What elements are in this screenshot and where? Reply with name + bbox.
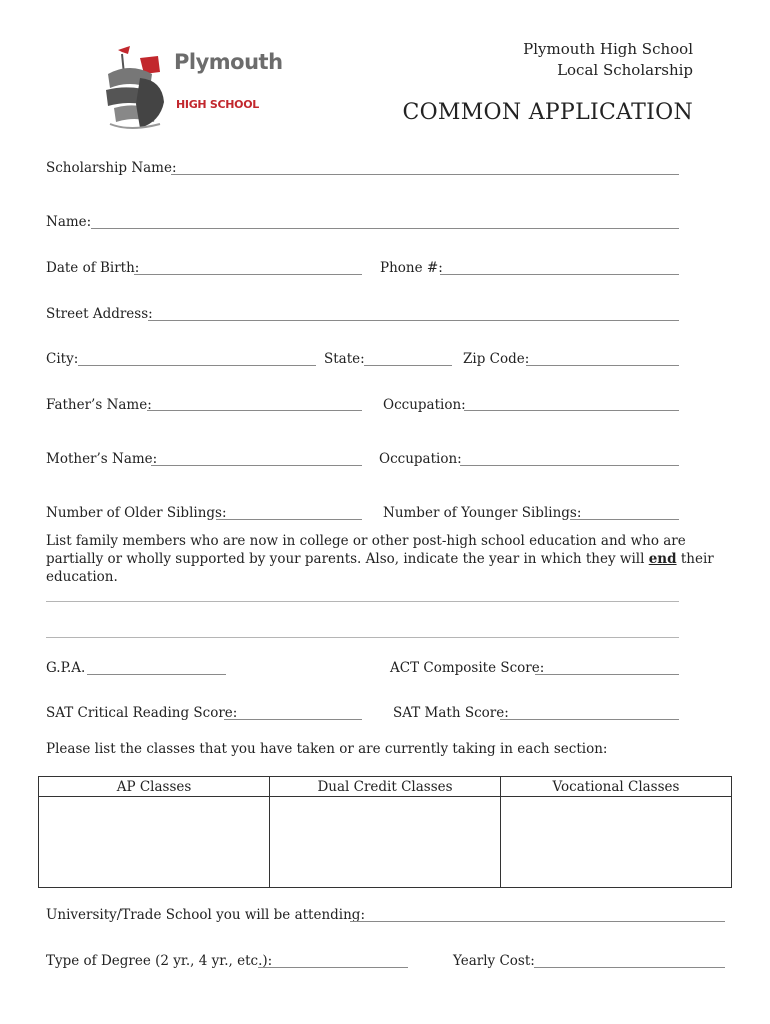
gpa-label: G.P.A. [46, 660, 86, 676]
ap-classes-cell[interactable] [39, 797, 270, 888]
university-field[interactable] [350, 921, 725, 922]
university-label: University/Trade School you will be attending: [46, 907, 365, 923]
mother-occupation-label: Occupation: [379, 451, 462, 467]
page-title: COMMON APPLICATION [402, 100, 693, 125]
emphasis-end: end [648, 551, 677, 567]
mother-name-field[interactable] [151, 465, 362, 466]
yearly-cost-field[interactable] [534, 967, 725, 968]
name-field[interactable] [91, 228, 679, 229]
dual-credit-cell[interactable] [270, 797, 501, 888]
father-name-field[interactable] [147, 410, 362, 411]
family-instructions [46, 532, 736, 586]
act-label: ACT Composite Score: [390, 660, 545, 676]
phone-label: Phone #: [380, 260, 443, 276]
classes-prompt: Please list the classes that you have taken or are currently taking in each section: [46, 741, 608, 757]
state-label: State: [324, 351, 365, 367]
classes-table [38, 776, 732, 888]
zip-field[interactable] [526, 365, 679, 366]
ap-classes-header: AP Classes [39, 777, 270, 797]
city-label: City: [46, 351, 79, 367]
family-instructions-text: List family members who are now in college or other post-high school education and who are partially or wholly supported by your parents. Also, indicate the year in which they will [46, 533, 686, 567]
younger-siblings-field[interactable] [570, 519, 679, 520]
sat-reading-label: SAT Critical Reading Score: [46, 705, 238, 721]
sat-reading-field[interactable] [224, 719, 362, 720]
dob-field[interactable] [134, 274, 362, 275]
street-label: Street Address: [46, 306, 153, 322]
family-line-1[interactable] [46, 601, 679, 602]
family-line-2[interactable] [46, 637, 679, 638]
older-siblings-label: Number of Older Siblings: [46, 505, 227, 521]
state-field[interactable] [364, 365, 452, 366]
mother-occupation-field[interactable] [460, 465, 679, 466]
logo-wordmark: Plymouth [174, 50, 283, 74]
father-occupation-field[interactable] [464, 410, 679, 411]
sat-math-field[interactable] [500, 719, 679, 720]
street-field[interactable] [148, 320, 679, 321]
school-logo [100, 44, 283, 134]
older-siblings-field[interactable] [216, 519, 362, 520]
vocational-cell[interactable] [501, 797, 732, 888]
school-name: Plymouth High School [523, 40, 693, 58]
younger-siblings-label: Number of Younger Siblings: [383, 505, 582, 521]
name-label: Name: [46, 214, 92, 230]
degree-label: Type of Degree (2 yr., 4 yr., etc.): [46, 953, 273, 969]
city-field[interactable] [78, 365, 316, 366]
father-name-label: Father’s Name: [46, 397, 152, 413]
dob-label: Date of Birth: [46, 260, 140, 276]
gpa-field[interactable] [87, 674, 226, 675]
classes-header-row [39, 777, 732, 797]
vocational-header: Vocational Classes [501, 777, 732, 797]
mother-name-label: Mother’s Name: [46, 451, 158, 467]
act-field[interactable] [535, 674, 679, 675]
sat-math-label: SAT Math Score: [393, 705, 509, 721]
logo-subtitle: HIGH SCHOOL [176, 98, 259, 111]
zip-label: Zip Code: [463, 351, 530, 367]
program-name: Local Scholarship [557, 61, 693, 79]
scholarship-name-label: Scholarship Name: [46, 160, 177, 176]
degree-field[interactable] [258, 967, 408, 968]
yearly-cost-label: Yearly Cost: [453, 953, 535, 969]
scholarship-name-field[interactable] [171, 174, 679, 175]
father-occupation-label: Occupation: [383, 397, 466, 413]
family-instructions-tail: their education. [46, 551, 714, 585]
phone-field[interactable] [440, 274, 679, 275]
dual-credit-header: Dual Credit Classes [270, 777, 501, 797]
classes-entry-row [39, 797, 732, 888]
